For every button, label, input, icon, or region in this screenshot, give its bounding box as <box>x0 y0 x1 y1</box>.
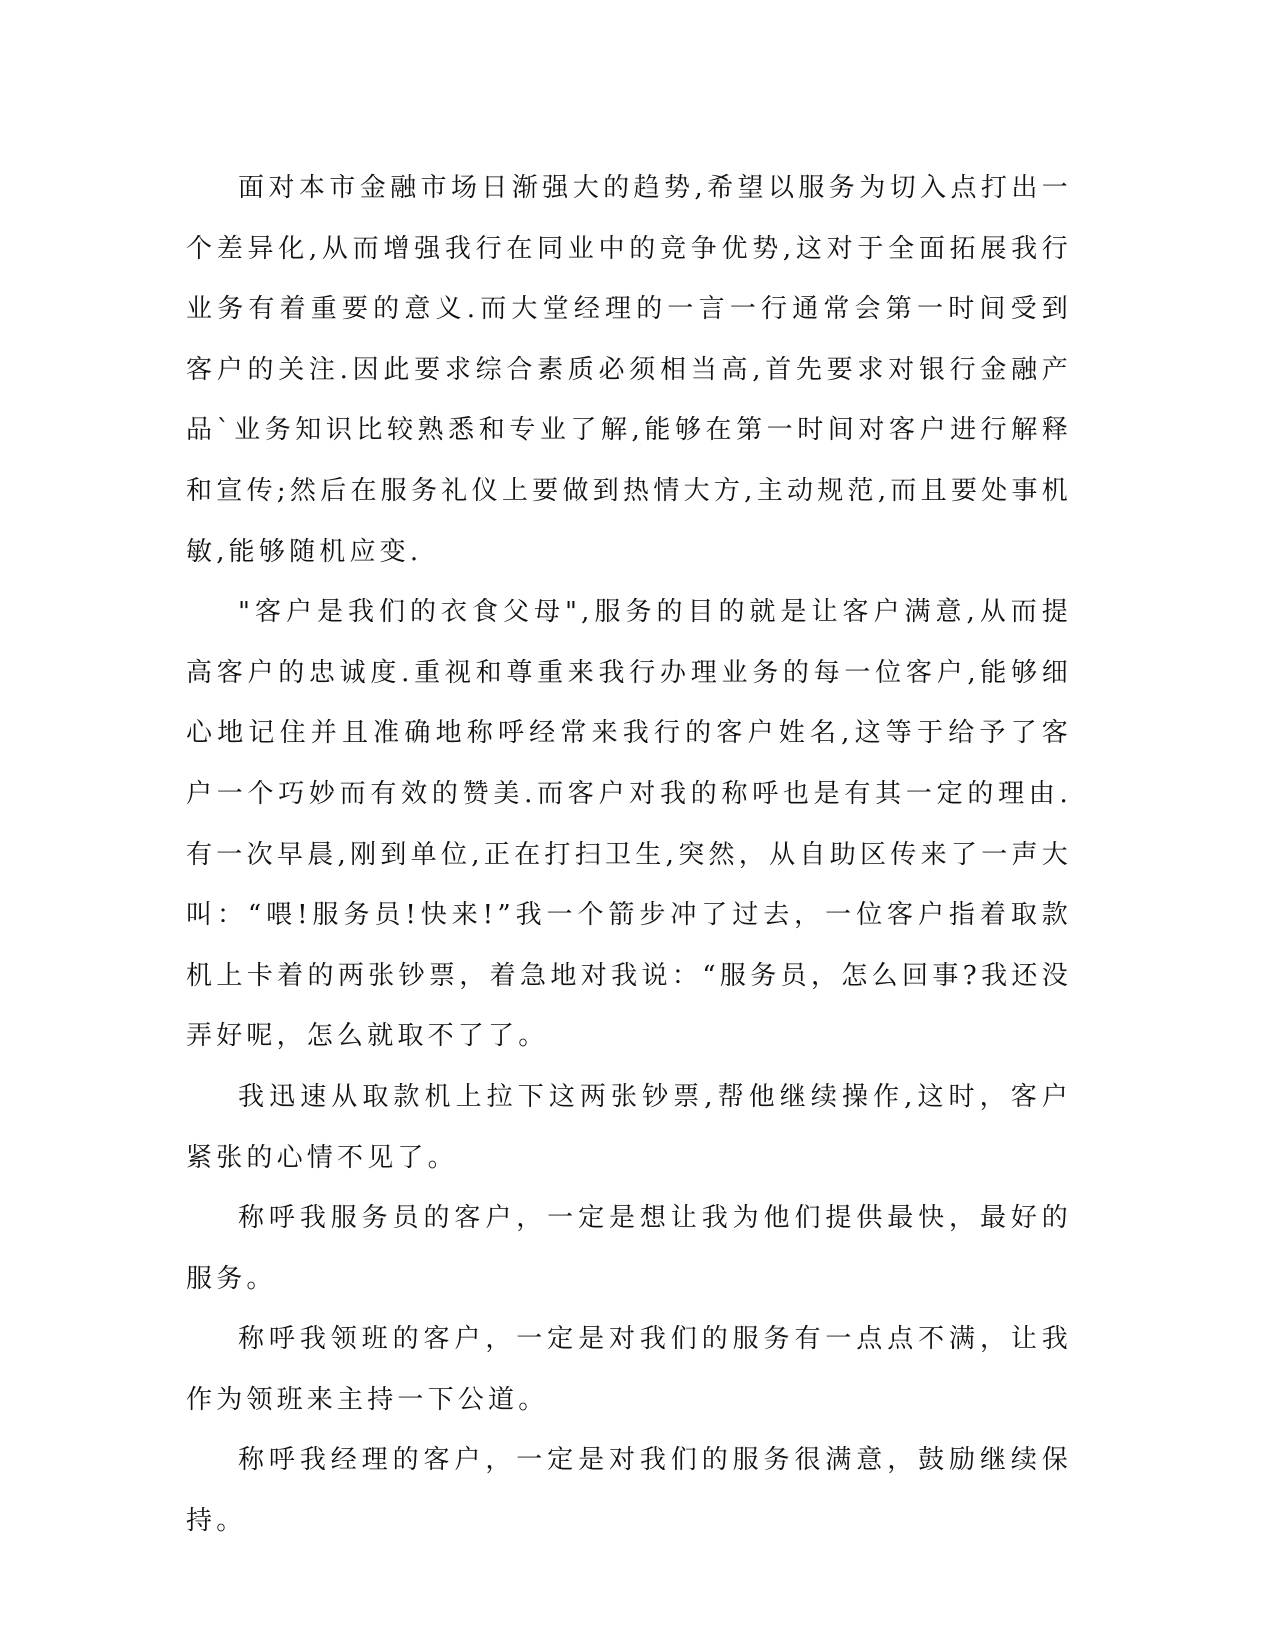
paragraph-6: 称呼我经理的客户，一定是对我们的服务很满意，鼓励继续保持。 <box>186 1445 1072 1537</box>
document-body <box>186 158 1072 1552</box>
paragraph-5: 称呼我领班的客户，一定是对我们的服务有一点点不满，让我作为领班来主持一下公道。 <box>186 1324 1072 1415</box>
paragraph-4: 称呼我服务员的客户，一定是想让我为他们提供最快，最好的服务。 <box>186 1203 1072 1294</box>
paragraph-2: "客户是我们的衣食父母",服务的目的就是让客户满意,从而提高客户的忠诚度.重视和尊重来我行办理业务的每一位客户,能够细心地记住并且准确地称呼经常来我行的客户姓名,这等于给予了客户一个巧妙而有效的赞美.而客户对我的称呼也是有其一定的理由.有一次早晨,刚到单位,正在打扫卫生,突然，从自助区传来了一声大叫：“喂!服务员!快来!”我一个箭步冲了过去，一位客户指着取款机上卡着的两张钞票，着急地对我说：“服务员，怎么回事?我还没弄好呢，怎么就取不了了。 <box>186 597 1072 1052</box>
paragraph-1: 面对本市金融市场日渐强大的趋势,希望以服务为切入点打出一个差异化,从而增强我行在同业中的竞争优势,这对于全面拓展我行业务有着重要的意义.而大堂经理的一言一行通常会第一时间受到客户的关注.因此要求综合素质必须相当高,首先要求对银行金融产品`业务知识比较熟悉和专业了解,能够在第一时间对客户进行解释和宣传;然后在服务礼仪上要做到热情大方,主动规范,而且要处事机敏,能够随机应变. <box>186 173 1072 567</box>
paragraph-3: 我迅速从取款机上拉下这两张钞票,帮他继续操作,这时，客户紧张的心情不见了。 <box>186 1081 1072 1173</box>
